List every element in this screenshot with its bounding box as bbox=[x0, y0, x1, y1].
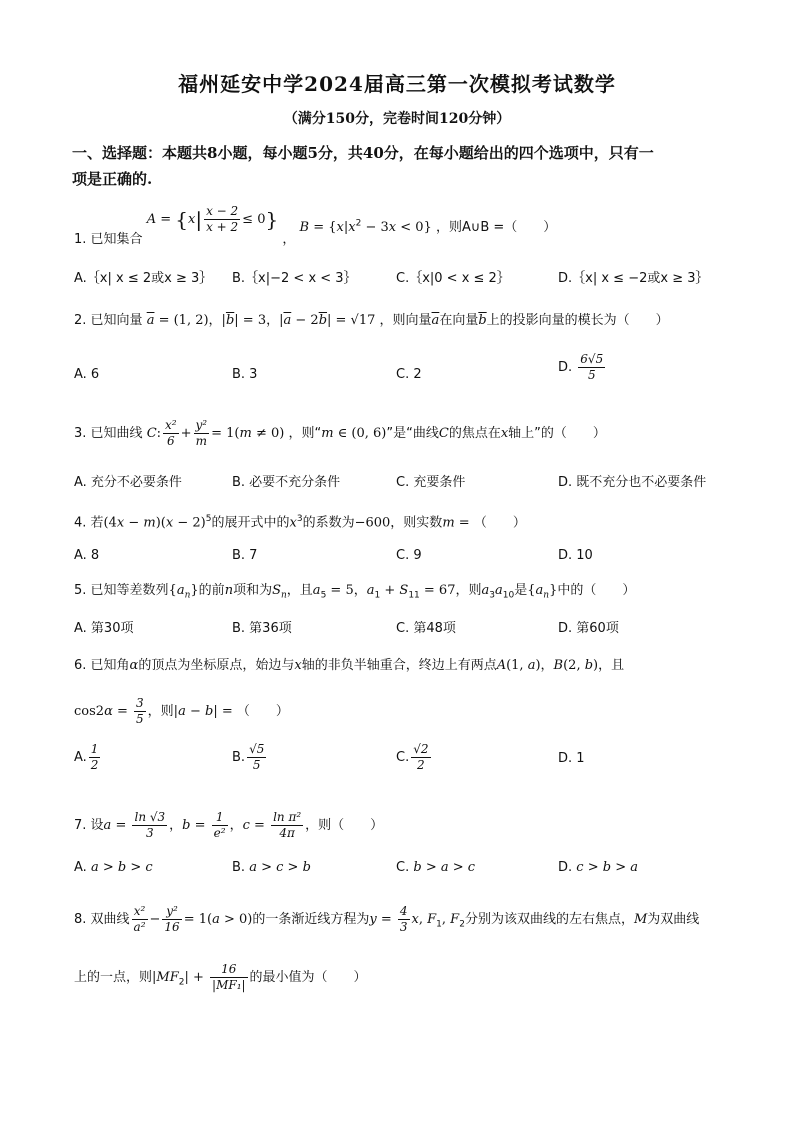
q5-text-c: 项和为 bbox=[233, 583, 273, 598]
q7-option-a: A. a > b > c bbox=[74, 860, 153, 875]
q7-option-c-label: C. bbox=[396, 860, 410, 875]
question-6-line1: 6. 已知角α的顶点为坐标原点，始边与x轴的非负半轴重合，终边上有两点A(1, a)，B(2, b)，且 bbox=[74, 658, 625, 673]
q5-text-a: 5. 已知等差数列 bbox=[74, 583, 169, 598]
q7-option-b: B. a > c > b bbox=[232, 860, 311, 875]
q3-option-b: B. 必要不充分条件 bbox=[232, 475, 341, 490]
q7-option-c: C. b > a > c bbox=[396, 860, 476, 875]
q3-text-d: 的焦点在 bbox=[448, 426, 501, 441]
question-8-line2: 上的一点，则$|MF_2|$ + $\frac{16}{\text{|MF₁|}}$ 的最小值为（ ） bbox=[74, 962, 367, 992]
q1-option-b: B.｛x|−2 < x < 3｝ bbox=[232, 271, 357, 286]
q3-text-a: 3. 已知曲线 bbox=[74, 426, 143, 441]
q5-option-c: C. 第48项 bbox=[396, 621, 456, 636]
q2-text-b: ，则向量 bbox=[379, 313, 432, 328]
q5-option-b: B. 第36项 bbox=[232, 621, 292, 636]
q5-option-d: D. 第60项 bbox=[558, 621, 619, 636]
q2-option-a: A. 6 bbox=[74, 367, 100, 382]
q8-text-d: 为双曲线 bbox=[647, 912, 700, 927]
q2-text-c: 在向量 bbox=[439, 313, 479, 328]
q8-text-f: 的最小值为（ ） bbox=[249, 970, 367, 985]
q5-text-d: ，且 bbox=[286, 583, 313, 598]
q1-text-a: 1. 已知集合 bbox=[74, 232, 143, 247]
q1-option-a: A.｛x| x ≤ 2或x ≥ 3｝ bbox=[74, 271, 213, 286]
question-3: 3. 已知曲线 C: $\frac{\text{x²}}{6}$ + $\frac{\text{y²}}{m}$ = 1(m ≠ 0) ，则“m ∈ (0, 6)”是“曲线C的焦点在x轴上”的（ ） bbox=[74, 418, 606, 448]
q5-option-a: A. 第30项 bbox=[74, 621, 134, 636]
question-4: 4. 若$(4x - m)(x - 2)^5$的展开式中的$x^3$的系数为−600，则实数m = （ ） bbox=[74, 514, 526, 531]
q6-option-d: D. 1 bbox=[558, 751, 585, 766]
q6-option-b: B. $\frac{√5}{5}$ bbox=[232, 742, 265, 772]
q2-text-d: 上的投影向量的模长为（ ） bbox=[486, 313, 669, 328]
q2-math-1: $\overline{a} = (1$, 2)，$|\overline{b}| = 3$，$|\overline{a} - 2\overline{b}| = √17$ bbox=[146, 313, 376, 328]
q6-option-c-label: C. bbox=[396, 750, 410, 765]
q4-text-c: 的系数为 bbox=[302, 515, 355, 531]
q6-option-b-label: B. bbox=[232, 750, 246, 765]
q1-set-b: $B = \{x|x^2 - 3x < 0\}$ bbox=[299, 218, 432, 235]
q4-text-e: （ ） bbox=[473, 515, 526, 531]
q1-option-c: C.｛x|0 < x ≤ 2｝ bbox=[396, 271, 510, 286]
q6-option-c: C. $\frac{√2}{2}$ bbox=[396, 742, 429, 772]
q3-option-c: C. 充要条件 bbox=[396, 475, 466, 490]
q2-option-d-label: D. bbox=[558, 360, 573, 375]
q7-text-a: 7. 设 bbox=[74, 818, 104, 833]
q6-text-a: 6. 已知角 bbox=[74, 658, 130, 673]
q6-text-b: 的顶点为坐标原点，始边与 bbox=[138, 658, 295, 673]
q3-text-c: ”是“曲线 bbox=[386, 426, 439, 441]
q1-set-a: A = {x| $\frac{x - 2}{x + 2}$ ≤ 0} bbox=[146, 204, 279, 234]
section-heading-line2: 项是正确的. bbox=[72, 170, 153, 188]
question-8-line1: 8. 双曲线 $\frac{\text{x²}}{\text{a²}}$ − $\frac{\text{y²}}{16}$ = 1(a > 0)的一条渐近线方程为y = $\frac{4}{3}$ x, $F_1$, $F_2$分别为该双曲线的左右焦点，M为双曲线 bbox=[74, 904, 700, 934]
q7-option-a-label: A. bbox=[74, 860, 87, 875]
q3-text-b: ，则“ bbox=[288, 426, 322, 441]
q8-text-a: 8. 双曲线 bbox=[74, 912, 130, 927]
q4-text-b: 的展开式中的 bbox=[211, 515, 290, 531]
q2-option-c: C. 2 bbox=[396, 367, 422, 382]
question-2: 2. 已知向量 $\overline{a} = (1$, 2)，$|\overline{b}| = 3$，$|\overline{a} - 2\overline{b}| = √17$ ，则向量$\overline{a}$在向量$\overline{b}$上的投影向量的模长为（ ） bbox=[74, 313, 669, 328]
q4-option-a: A. 8 bbox=[74, 548, 100, 563]
question-1 bbox=[74, 204, 557, 247]
q4-text-a: 4. 若 bbox=[74, 515, 104, 531]
q2-option-b: B. 3 bbox=[232, 367, 258, 382]
q3-text-e: 轴上”的（ ） bbox=[508, 426, 606, 441]
q8-text-b: 的一条渐近线方程为 bbox=[252, 912, 370, 927]
q7-option-b-label: B. bbox=[232, 860, 246, 875]
q5-text-g: 中的（ ） bbox=[557, 583, 636, 598]
q1-sep: ， bbox=[282, 232, 296, 247]
question-5: 5. 已知等差数列$\{a_n\}$的前n项和为$S_n$，且$a_5 = 5$，$a_1 + S_{11} = 67$，则$a_3a_{10}$是$\{a_n\}$中的（ ） bbox=[74, 583, 636, 601]
q1-option-d: D.｛x| x ≤ −2或x ≥ 3｝ bbox=[558, 271, 709, 286]
q2-text-a: 2. 已知向量 bbox=[74, 313, 143, 328]
q5-text-f: 是 bbox=[514, 583, 528, 598]
q4-coef: −600 bbox=[354, 515, 391, 531]
page-title: 福州延安中学2024届高三第一次模拟考试数学 bbox=[178, 72, 616, 96]
q5-text-b: 的前 bbox=[198, 583, 225, 598]
q4-option-c: C. 9 bbox=[396, 548, 422, 563]
question-6-line2: cos2α = $\frac{3}{5}$ ，则|a − b| = （ ） bbox=[74, 696, 289, 726]
q6-text-f: （ ） bbox=[236, 704, 289, 719]
q5-text-e: ，则 bbox=[455, 583, 482, 598]
q6-option-a: A. $\frac{1}{2}$ bbox=[74, 742, 99, 772]
section-heading-line1: 一、选择题：本题共8小题，每小题5分，共40分，在每小题给出的四个选项中，只有一 bbox=[72, 144, 654, 162]
q7-option-d: D. c > b > a bbox=[558, 860, 639, 875]
q3-option-a: A. 充分不必要条件 bbox=[74, 475, 182, 490]
q7-text-b: ，则（ ） bbox=[305, 818, 384, 833]
q4-text-d: ，则实数 bbox=[390, 515, 443, 531]
section-heading bbox=[72, 140, 722, 192]
q6-text-c: 轴的非负半轴重合，终边上有两点 bbox=[301, 658, 497, 673]
q2-option-d: D. $\frac{6√5}{5}$ bbox=[558, 352, 604, 382]
q1-tail: ，则A∪B =（ ） bbox=[435, 220, 557, 235]
page-subtitle: （满分150分，完卷时间120分钟） bbox=[283, 111, 511, 127]
q4-option-b: B. 7 bbox=[232, 548, 258, 563]
q4-option-d: D. 10 bbox=[558, 548, 593, 563]
q3-option-d: D. 既不充分也不必要条件 bbox=[558, 475, 707, 490]
q6-text-d: ，且 bbox=[598, 658, 625, 673]
q7-option-d-label: D. bbox=[558, 860, 573, 875]
q6-option-a-label: A. bbox=[74, 750, 87, 765]
q3-math-curve: C: $\frac{\text{x²}}{6}$ + $\frac{\text{y²}}{m}$ = 1(m ≠ 0) bbox=[146, 418, 285, 448]
q8-text-c: 分别为该双曲线的左右焦点， bbox=[464, 912, 634, 927]
question-7: 7. 设a = $\frac{\ln √3}{3}$ ，b = $\frac{1}{\text{e²}}$ ，c = $\frac{\text{ln π²}}{4\pi}$ ，则（ ） bbox=[74, 810, 384, 840]
q6-text-e: ，则 bbox=[147, 704, 174, 719]
q8-text-e: 上的一点，则 bbox=[74, 970, 153, 985]
